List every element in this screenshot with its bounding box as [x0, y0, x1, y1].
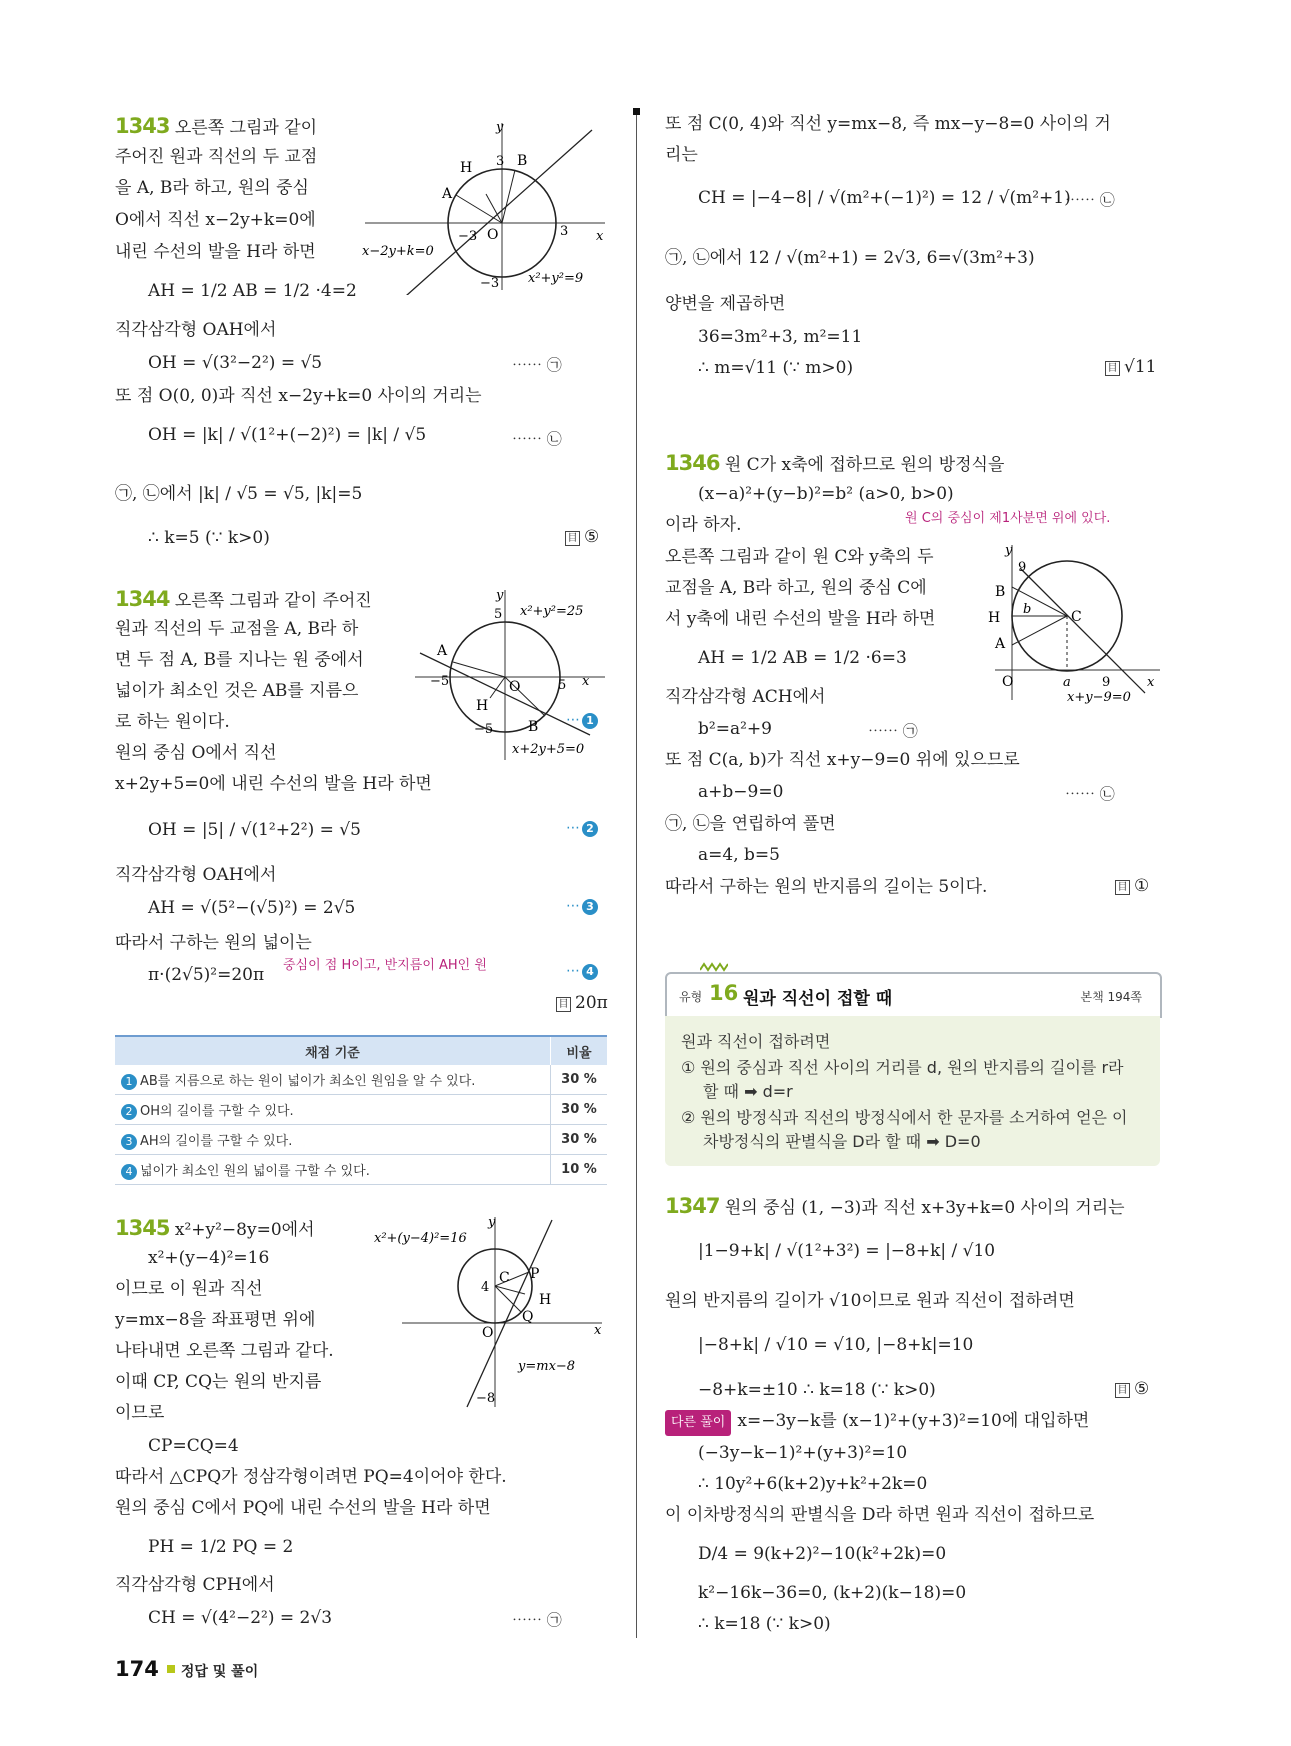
text-line: a+b−9=0	[698, 782, 784, 802]
type-16-box	[665, 972, 1160, 1167]
point-label: O	[509, 679, 521, 695]
text-line: ∴ m=√11 (∵ m>0)	[698, 358, 854, 378]
type-tag: 유형	[679, 990, 703, 1004]
point-label: B	[517, 153, 528, 169]
text-line: 이때 CP, CQ는 원의 반지름	[115, 1372, 322, 1392]
text-line: ㉠, ㉡에서 |k| / √5 = √5, |k|=5	[115, 484, 363, 504]
point-label: H	[476, 698, 489, 714]
text-line: a=4, b=5	[698, 845, 780, 865]
text-line: 을 A, B라 하고, 원의 중심	[115, 178, 309, 198]
text-line: 원과 직선이 접하려면	[681, 1032, 831, 1051]
answer: 目 ①	[1115, 876, 1149, 896]
step-marker: ⋯ 4	[566, 963, 598, 980]
ratio-cell: 10 %	[551, 1155, 608, 1185]
circle-label: x²+y²=25	[520, 604, 584, 619]
equation-ah: AH = 1/2 AB = 1/2 ·4=2	[148, 281, 357, 301]
text-line: y=mx−8을 좌표평면 위에	[115, 1310, 316, 1330]
text-line: b²=a²+9	[698, 719, 772, 739]
problem-number: 1347	[665, 1194, 720, 1218]
problem-number: 1345	[115, 1216, 170, 1240]
type-number: 16	[709, 981, 739, 1005]
text-line: ∴ k=18 (∵ k>0)	[698, 1614, 831, 1634]
step-number: 4	[121, 1164, 137, 1180]
answer-icon: 目	[556, 997, 571, 1012]
tick-label: 3	[560, 224, 569, 239]
point-label: C	[499, 1270, 510, 1286]
table-header: 비율	[551, 1036, 608, 1065]
tick-label: 4	[481, 1280, 490, 1295]
tick-label: 9	[1102, 675, 1111, 690]
column-divider-dot	[633, 108, 640, 115]
text-line: 양변을 제곱하면	[665, 294, 786, 314]
grading-table	[115, 1035, 607, 1185]
step-marker: ⋯ 1	[566, 712, 598, 729]
step-marker: ⋯ 3	[566, 898, 598, 915]
annotation-note: 중심이 점 H이고, 반지름이 AH인 원	[283, 958, 487, 973]
text-line: 이라 하자.	[665, 515, 742, 535]
text-line: 원의 중심 O에서 직선	[115, 743, 277, 763]
line-label: x+2y+5=0	[512, 742, 585, 757]
text-line: 원의 중심 (1, −3)과 직선 x+3y+k=0 사이의 거리는	[724, 1198, 1125, 1218]
text-line: 따라서 구하는 원의 넓이는	[115, 933, 312, 953]
axis-x-label: x	[594, 1323, 602, 1338]
tick-label: −5	[430, 674, 450, 689]
text-line: O에서 직선 x−2y+k=0에	[115, 210, 316, 230]
text-line: x=−3y−k를 (x−1)²+(y+3)²=10에 대입하면	[737, 1411, 1090, 1431]
table-row	[115, 1065, 607, 1095]
equation-mark: ⋯⋯ ㉠	[868, 722, 918, 740]
equation-ch: CH = |−4−8| / √(m²+(−1)²) = 12 / √(m²+1)	[698, 188, 1071, 208]
text-line: 차방정식의 판별식을 D라 할 때 ➡ D=0	[703, 1132, 981, 1151]
circle-label: x²+(y−4)²=16	[374, 1231, 467, 1246]
page-number: 174	[115, 1657, 159, 1681]
tick-label: a	[1063, 675, 1071, 690]
text-line: x²+(y−4)²=16	[148, 1248, 270, 1268]
equation-cp: CP=CQ=4	[148, 1436, 239, 1456]
text-line: 오른쪽 그림과 같이 주어진	[174, 591, 372, 611]
text-line: 오른쪽 그림과 같이	[174, 118, 318, 138]
type-body	[665, 1016, 1160, 1166]
figure-1343	[360, 115, 610, 295]
axis-y-label: y	[488, 1215, 496, 1230]
axis-x-label: x	[1147, 675, 1155, 690]
point-label: H	[539, 1292, 552, 1308]
text-line: (x−a)²+(y−b)²=b² (a>0, b>0)	[698, 484, 954, 504]
text-line: 원과 직선의 두 교점을 A, B라 하	[115, 619, 359, 639]
text-line: ㉠, ㉡을 연립하여 풀면	[665, 814, 836, 834]
point-label: P	[530, 1266, 540, 1282]
text-line: 또 점 C(0, 4)와 직선 y=mx−8, 즉 mx−y−8=0 사이의 거	[665, 114, 1111, 134]
point-label: Q	[522, 1309, 534, 1325]
text-line: 직각삼각형 OAH에서	[115, 320, 277, 340]
text-line: 주어진 원과 직선의 두 교점	[115, 147, 318, 167]
text-line: 서 y축에 내린 수선의 발을 H라 하면	[665, 609, 936, 629]
text-line: 나타내면 오른쪽 그림과 같다.	[115, 1341, 334, 1361]
point-label: C	[1071, 609, 1082, 625]
axis-y-label: y	[1005, 543, 1013, 558]
step-number: 3	[121, 1134, 137, 1150]
text-line: k²−16k−36=0, (k+2)(k−18)=0	[698, 1583, 967, 1603]
equation-mark: ⋯⋯ ㉠	[512, 356, 562, 374]
tick-label: −5	[474, 722, 494, 737]
criterion-text: OH의 길이를 구할 수 있다.	[140, 1103, 294, 1119]
equation-oh: OH = |5| / √(1²+2²) = √5	[148, 820, 361, 840]
zigzag-icon	[700, 962, 728, 972]
page-footer	[115, 1657, 258, 1681]
point-label: O	[487, 227, 499, 243]
table-row	[115, 1155, 607, 1185]
text-line: 또 점 O(0, 0)과 직선 x−2y+k=0 사이의 거리는	[115, 386, 482, 406]
point-label: A	[437, 643, 448, 659]
page-reference: 본책 194쪽	[1080, 990, 1142, 1004]
equation-mark: ⋯⋯ ㉡	[512, 430, 562, 448]
point-label: O	[1002, 674, 1014, 690]
problem-number: 1346	[665, 451, 720, 475]
text-line: ∴ 10y²+6(k+2)y+k²+2k=0	[698, 1474, 928, 1494]
text-line: 로 하는 원이다.	[115, 712, 230, 732]
table-row	[115, 1095, 607, 1125]
text-line: ② 원의 방정식과 직선의 방정식에서 한 문자를 소거하여 얻은 이	[681, 1108, 1128, 1127]
equation-ah: AH = 1/2 AB = 1/2 ·6=3	[698, 648, 907, 668]
problem-number: 1344	[115, 587, 170, 611]
answer: 目 ⑤	[1115, 1379, 1149, 1399]
answer-icon: 目	[1115, 880, 1130, 895]
text-line: 넓이가 최소인 것은 AB를 지름으	[115, 681, 359, 701]
text-line: 오른쪽 그림과 같이 원 C와 y축의 두	[665, 547, 934, 567]
text-line: 직각삼각형 OAH에서	[115, 865, 277, 885]
tick-label: 5	[558, 678, 567, 693]
text-line: 원 C가 x축에 접하므로 원의 방정식을	[724, 455, 1005, 475]
footer-label: 정답 및 풀이	[180, 1664, 259, 1680]
tick-label: 3	[496, 154, 505, 169]
table-row	[115, 1125, 607, 1155]
text-line: ㉠, ㉡에서 12 / √(m²+1) = 2√3, 6=√(3m²+3)	[665, 248, 1035, 268]
ratio-cell: 30 %	[551, 1125, 608, 1155]
tick-label: −3	[458, 229, 478, 244]
table-header-row	[115, 1036, 607, 1065]
table-header: 채점 기준	[115, 1036, 551, 1065]
axis-y-label: y	[496, 120, 504, 135]
answer: 目 20π	[556, 993, 608, 1013]
problem-number: 1343	[115, 114, 170, 138]
axis-x-label: x	[582, 674, 590, 689]
text-line: 이 이차방정식의 판별식을 D라 하면 원과 직선이 접하므로	[665, 1505, 1095, 1525]
answer: 目 √11	[1105, 357, 1156, 377]
text-line: 리는	[665, 145, 698, 165]
text-line: 면 두 점 A, B를 지나는 원 중에서	[115, 650, 364, 670]
equation-ph: PH = 1/2 PQ = 2	[148, 1537, 294, 1557]
text-line: 36=3m²+3, m²=11	[698, 327, 863, 347]
text-line: 할 때 ➡ d=r	[703, 1082, 793, 1101]
equation-discriminant: D/4 = 9(k+2)²−10(k²+2k)=0	[698, 1544, 947, 1564]
text-line: −8+k=±10 ∴ k=18 (∵ k>0)	[698, 1380, 936, 1400]
line-label: y=mx−8	[518, 1359, 576, 1374]
figure-1344	[410, 585, 610, 760]
text-line: 따라서 △CPQ가 정삼각형이려면 PQ=4이어야 한다.	[115, 1467, 507, 1487]
line-label: x+y−9=0	[1067, 690, 1131, 705]
text-line: x+2y+5=0에 내린 수선의 발을 H라 하면	[115, 774, 432, 794]
answer-icon: 目	[1105, 361, 1120, 376]
point-label: O	[482, 1325, 494, 1341]
criterion-text: AH의 길이를 구할 수 있다.	[140, 1133, 293, 1149]
answer: 目 ⑤	[565, 527, 599, 547]
point-label: A	[995, 636, 1006, 652]
equation-distance: OH = |k| / √(1²+(−2)²) = |k| / √5	[148, 425, 427, 445]
point-label: B	[995, 584, 1006, 600]
text-line: 원의 중심 C에서 PQ에 내린 수선의 발을 H라 하면	[115, 1498, 491, 1518]
text-line: 이므로 이 원과 직선	[115, 1279, 263, 1299]
type-title: 원과 직선이 접할 때	[743, 989, 893, 1009]
tick-label: 9	[1018, 560, 1027, 575]
axis-y-label: y	[496, 588, 504, 603]
equation-mark: ⋯⋯ ㉡	[1065, 191, 1115, 209]
text-line: 직각삼각형 ACH에서	[665, 687, 826, 707]
line-label: x−2y+k=0	[362, 244, 434, 259]
text-line: 또 점 C(a, b)가 직선 x+y−9=0 위에 있으므로	[665, 750, 1020, 770]
equation-mark: ⋯⋯ ㉡	[1065, 785, 1115, 803]
type-header	[665, 972, 1162, 1018]
tick-label: 5	[494, 607, 503, 622]
equation-area: π·(2√5)²=20π	[148, 965, 265, 985]
text-line: 따라서 구하는 원의 반지름의 길이는 5이다.	[665, 877, 988, 897]
annotation-note: 원 C의 중심이 제1사분면 위에 있다.	[905, 511, 1111, 526]
figure-1345	[372, 1212, 607, 1412]
equation-tangent: |−8+k| / √10 = √10, |−8+k|=10	[698, 1335, 974, 1355]
alt-solution-tag: 다른 풀이	[665, 1410, 731, 1436]
criterion-text: 넓이가 최소인 원의 넓이를 구할 수 있다.	[140, 1163, 370, 1179]
circle-label: x²+y²=9	[528, 271, 584, 286]
step-marker: ⋯ 2	[566, 820, 598, 837]
text-line: ∴ k=5 (∵ k>0)	[148, 528, 270, 548]
step-number: 2	[121, 1104, 137, 1120]
equation-distance: |1−9+k| / √(1²+3²) = |−8+k| / √10	[698, 1241, 996, 1261]
text-line: 원의 반지름의 길이가 √10이므로 원과 직선이 접하려면	[665, 1291, 1075, 1311]
point-label: A	[442, 186, 453, 202]
ratio-cell: 30 %	[551, 1095, 608, 1125]
text-line: x²+y²−8y=0에서	[174, 1220, 315, 1240]
ratio-cell: 30 %	[551, 1065, 608, 1095]
answer-icon: 目	[1115, 1383, 1130, 1398]
point-label: H	[988, 610, 1001, 626]
text-line: 이므로	[115, 1403, 165, 1423]
footer-square-icon	[167, 1665, 175, 1673]
text-line: 내린 수선의 발을 H라 하면	[115, 242, 316, 262]
point-label: H	[460, 160, 473, 176]
criterion-text: AB를 지름으로 하는 원이 넓이가 최소인 원임을 알 수 있다.	[140, 1073, 476, 1089]
tick-label: −8	[476, 1391, 496, 1406]
equation-mark: ⋯⋯ ㉠	[512, 1611, 562, 1629]
axis-x-label: x	[596, 229, 604, 244]
text-line: ① 원의 중심과 직선 사이의 거리를 d, 원의 반지름의 길이를 r라	[681, 1058, 1124, 1077]
tick-label: −3	[480, 276, 500, 291]
answer-icon: 目	[565, 531, 580, 546]
equation-ah: AH = √(5²−(√5)²) = 2√5	[148, 898, 356, 918]
point-label: B	[528, 719, 539, 735]
segment-label: b	[1023, 602, 1032, 617]
text-line: (−3y−k−1)²+(y+3)²=10	[698, 1443, 908, 1463]
text-line: 교점을 A, B라 하고, 원의 중심 C에	[665, 578, 927, 598]
equation-ch: CH = √(4²−2²) = 2√3	[148, 1608, 333, 1628]
figure-1346	[985, 540, 1160, 705]
column-divider	[636, 108, 637, 1638]
text-line: 직각삼각형 CPH에서	[115, 1575, 275, 1595]
equation-oh: OH = √(3²−2²) = √5	[148, 353, 323, 373]
step-number: 1	[121, 1074, 137, 1090]
